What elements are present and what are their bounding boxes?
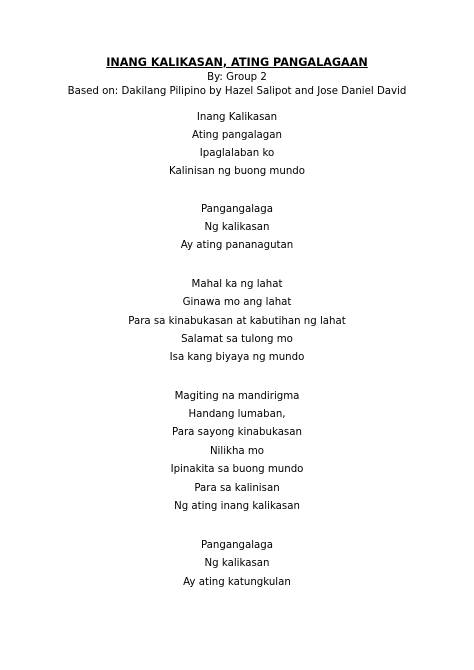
poem-line: Para sa kalinisan — [194, 483, 280, 494]
poem-line: Ng kalikasan — [204, 222, 270, 233]
poem-line: Pangangalaga — [200, 540, 274, 551]
poem-line: Ating pangalagan — [192, 130, 282, 141]
poem-line: Magiting na mandirigma — [174, 391, 300, 402]
poem-line: Kalinisan ng buong mundo — [169, 166, 305, 177]
poem-line: Ng kalikasan — [204, 558, 270, 569]
poem-line: Ipaglalaban ko — [199, 148, 275, 159]
poem-line: Isa kang biyaya ng mundo — [169, 352, 305, 363]
poem-line: Pangangalaga — [200, 204, 274, 215]
poem-line: Salamat sa tulong mo — [181, 334, 293, 345]
byline: By: Group 2 — [207, 72, 267, 83]
based-on-credit: Based on: Dakilang Pilipino by Hazel Salipot and Jose Daniel David — [67, 86, 407, 97]
poem-line: Nilikha mo — [209, 446, 265, 457]
poem-line: Ipinakita sa buong mundo — [170, 464, 304, 475]
document-title: INANG KALIKASAN, ATING PANGALAGAAN — [106, 56, 368, 69]
poem-line: Ng ating inang kalikasan — [174, 501, 300, 512]
poem-line: Handang lumaban, — [188, 409, 286, 420]
poem-line: Ay ating katungkulan — [183, 577, 291, 588]
poem-line: Para sa kinabukasan at kabutihan ng lahat — [128, 316, 346, 327]
poem-line: Inang Kalikasan — [196, 112, 278, 123]
poem-line: Ay ating pananagutan — [180, 240, 294, 251]
poem-line: Para sayong kinabukasan — [172, 427, 302, 438]
poem-line: Mahal ka ng lahat — [191, 279, 283, 290]
poem-line: Ginawa mo ang lahat — [182, 297, 292, 308]
